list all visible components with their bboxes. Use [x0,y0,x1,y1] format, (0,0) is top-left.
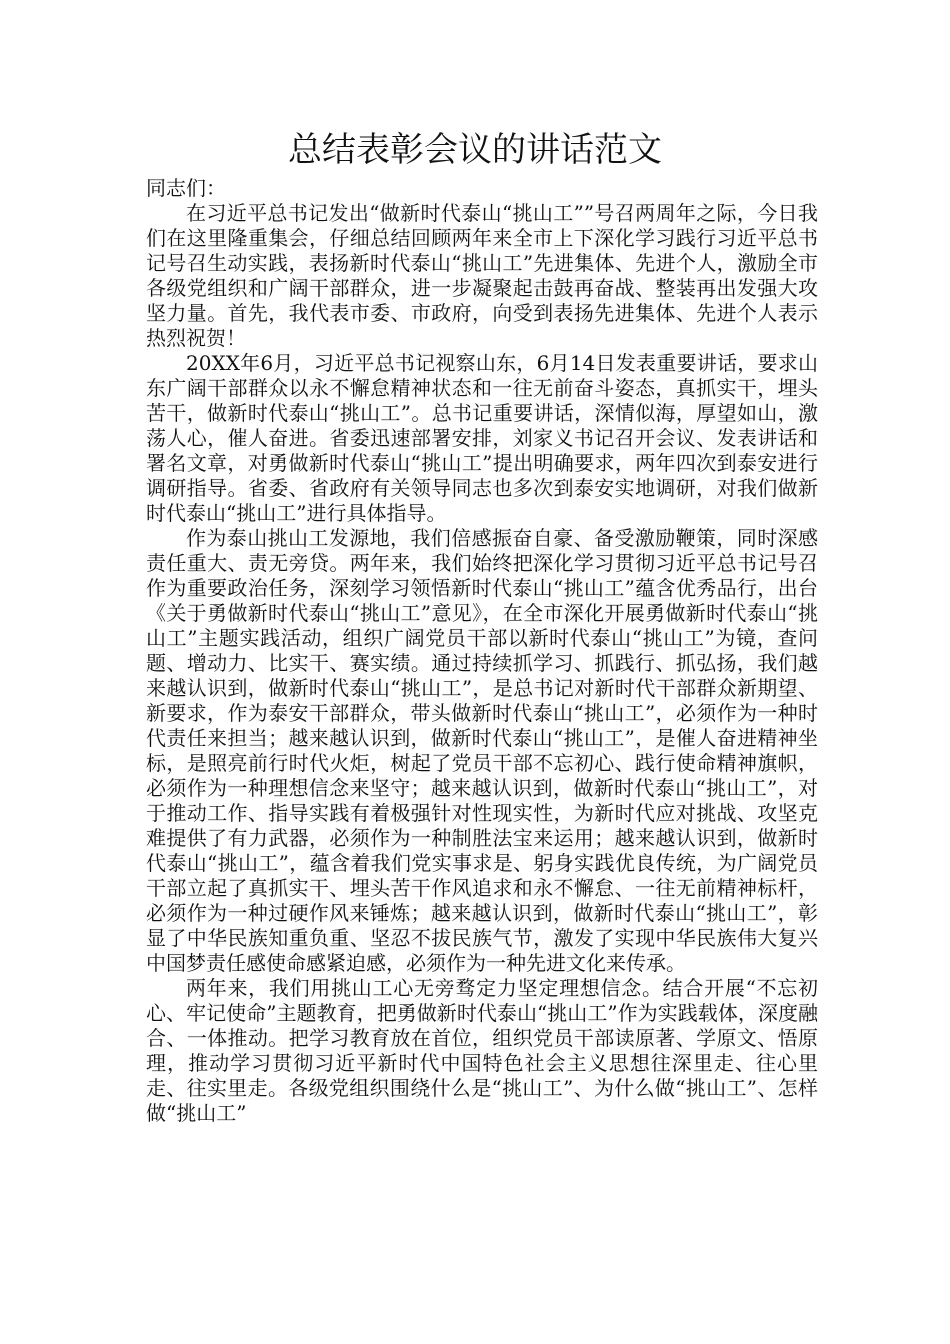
paragraph-3: 作为泰山挑山工发源地，我们倍感振奋自豪、备受激励鞭策，同时深感责任重大、责无旁贷。两年来，我们始终把深化学习贯彻习近平总书记号召作为重要政治任务，深刻学习领悟新时代泰山“挑山工”蕴含优秀品行，出台《关于勇做新时代泰山“挑山工”意见》，在全市深化开展勇做新时代泰山“挑山工”主题实践活动，组织广阔党员干部以新时代泰山“挑山工”为镜，查问题、增动力、比实干、赛实绩。通过持续抓学习、抓践行、抓弘扬，我们越来越认识到，做新时代泰山“挑山工”，是总书记对新时代干部群众新期望、新要求，作为泰安干部群众，带头做新时代泰山“挑山工”，必须作为一种时代责任来担当；越来越认识到，做新时代泰山“挑山工”，是催人奋进精神坐标，是照亮前行时代火炬，树起了党员干部不忘初心、践行使命精神旗帜，必须作为一种理想信念来坚守；越来越认识到，做新时代泰山“挑山工”，对于推动工作、指导实践有着极强针对性现实性，为新时代应对挑战、攻坚克难提供了有力武器，必须作为一种制胜法宝来运用；越来越认识到，做新时代泰山“挑山工”，蕴含着我们党实事求是、躬身实践优良传统，为广阔党员干部立起了真抓实干、埋头苦干作风追求和永不懈怠、一往无前精神标杆，必须作为一种过硬作风来锤炼；越来越认识到，做新时代泰山“挑山工”，彰显了中华民族知重负重、坚忍不拔民族气节，激发了实现中华民族伟大复兴中国梦责任感使命感紧迫感，必须作为一种先进文化来传承。 [146,526,818,975]
document-body [146,176,818,1126]
document-title: 总结表彰会议的讲话范文 [288,130,662,170]
salutation: 同志们： [146,176,226,200]
paragraph-4: 两年来，我们用挑山工心无旁骛定力坚定理想信念。结合开展“不忘初心、牢记使命”主题教育，把勇做新时代泰山“挑山工”作为实践载体，深度融合、一体推动。把学习教育放在首位，组织党员干部读原著、学原文、悟原理，推动学习贯彻习近平新时代中国特色社会主义思想往深里走、往心里走、往实里走。各级党组织围绕什么是“挑山工”、为什么做“挑山工”、怎样做“挑山工” [146,976,818,1125]
paragraph-2: 20XX年6月，习近平总书记视察山东，6月14日发表重要讲话，要求山东广阔干部群众以永不懈怠精神状态和一往无前奋斗姿态，真抓实干，埋头苦干，做新时代泰山“挑山工”。总书记重要讲话，深情似海，厚望如山，激荡人心，催人奋进。省委迅速部署安排，刘家义书记召开会议、发表讲话和署名文章，对勇做新时代泰山“挑山工”提出明确要求，两年四次到泰安进行调研指导。省委、省政府有关领导同志也多次到泰安实地调研，对我们做新时代泰山“挑山工”进行具体指导。 [146,351,818,525]
paragraph-1: 在习近平总书记发出“做新时代泰山“挑山工””号召两周年之际，今日我们在这里隆重集会，仔细总结回顾两年来全市上下深化学习践行习近平总书记号召生动实践，表扬新时代泰山“挑山工”先进集体、先进个人，激励全市各级党组织和广阔干部群众，进一步凝聚起击鼓再奋战、整装再出发强大攻坚力量。首先，我代表市委、市政府，向受到表扬先进集体、先进个人表示热烈祝贺！ [146,201,818,350]
